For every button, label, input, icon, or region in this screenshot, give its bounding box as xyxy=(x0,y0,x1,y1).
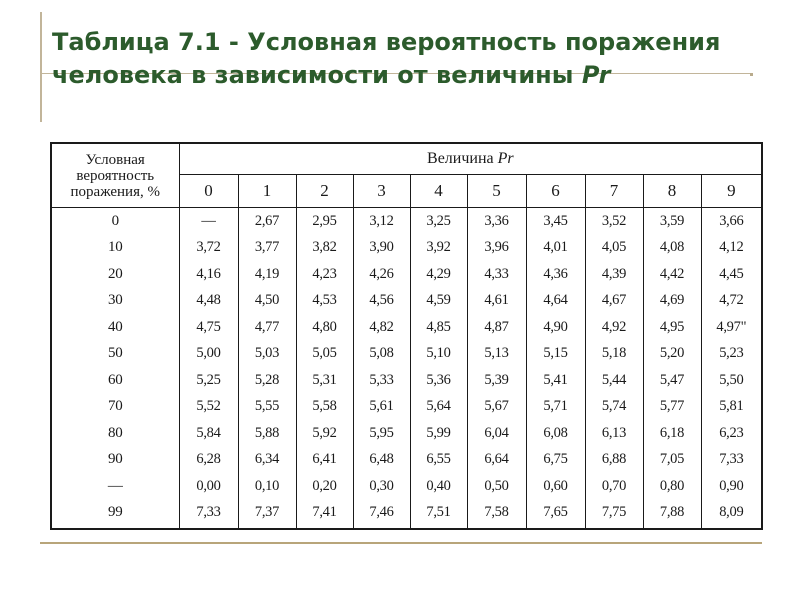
table-cell: 3,96 xyxy=(467,235,526,262)
table-cell: 5,50 xyxy=(701,367,762,394)
table-cell: 5,88 xyxy=(238,420,296,447)
table-cell: 4,75 xyxy=(179,314,238,341)
table-cell: 4,95 xyxy=(643,314,701,341)
table-cell: 4,16 xyxy=(179,261,238,288)
table-cell: 6,28 xyxy=(179,447,238,474)
table-cell: 6,23 xyxy=(701,420,762,447)
table-cell: 4,50 xyxy=(238,288,296,315)
slide-title xyxy=(52,26,752,92)
table-cell: 7,75 xyxy=(585,500,643,530)
table-cell: 4,12 xyxy=(701,235,762,262)
table-cell: 4,69 xyxy=(643,288,701,315)
table-cell: 4,36 xyxy=(526,261,585,288)
table-cell: 3,36 xyxy=(467,208,526,235)
column-header: 1 xyxy=(238,175,296,208)
table-cell: 5,47 xyxy=(643,367,701,394)
table-row xyxy=(51,288,762,315)
table-cell: 0,10 xyxy=(238,473,296,500)
table-row xyxy=(51,261,762,288)
table-cell: 5,84 xyxy=(179,420,238,447)
table-cell: 4,64 xyxy=(526,288,585,315)
table-cell: 8,09 xyxy=(701,500,762,530)
table-cell: 4,90 xyxy=(526,314,585,341)
table-cell: 5,77 xyxy=(643,394,701,421)
table-cell: 3,59 xyxy=(643,208,701,235)
frame-bottom-line xyxy=(40,542,762,544)
table-cell: 7,58 xyxy=(467,500,526,530)
table-cell: 4,05 xyxy=(585,235,643,262)
row-label: 90 xyxy=(51,447,179,474)
table-cell: 6,48 xyxy=(353,447,410,474)
table-row xyxy=(51,367,762,394)
column-group-label: Величина xyxy=(427,150,494,167)
table-cell: 3,52 xyxy=(585,208,643,235)
table-cell: 4,97" xyxy=(701,314,762,341)
frame-vertical-line xyxy=(40,12,42,122)
table-cell: 3,90 xyxy=(353,235,410,262)
row-label: 0 xyxy=(51,208,179,235)
table-cell: 3,72 xyxy=(179,235,238,262)
table-cell: 5,25 xyxy=(179,367,238,394)
table-cell: 6,04 xyxy=(467,420,526,447)
table-cell: 4,82 xyxy=(353,314,410,341)
table-cell: 0,40 xyxy=(410,473,467,500)
table-row xyxy=(51,394,762,421)
table-row xyxy=(51,314,762,341)
table-cell: 0,80 xyxy=(643,473,701,500)
row-label: 60 xyxy=(51,367,179,394)
table-cell: 3,25 xyxy=(410,208,467,235)
table-row xyxy=(51,447,762,474)
table-cell: 5,13 xyxy=(467,341,526,368)
column-group-header xyxy=(179,143,762,175)
table-cell: 6,18 xyxy=(643,420,701,447)
table-row xyxy=(51,235,762,262)
table-cell: 3,77 xyxy=(238,235,296,262)
table-cell: 5,44 xyxy=(585,367,643,394)
table-cell: 5,23 xyxy=(701,341,762,368)
table-cell: 5,18 xyxy=(585,341,643,368)
table-cell: 5,00 xyxy=(179,341,238,368)
table-cell: 4,61 xyxy=(467,288,526,315)
slide-title-text: Таблица 7.1 - Условная вероятность поражения человека в зависимости от величины xyxy=(52,28,721,89)
column-header: 9 xyxy=(701,175,762,208)
row-label: 80 xyxy=(51,420,179,447)
table-cell: 3,12 xyxy=(353,208,410,235)
row-label: 70 xyxy=(51,394,179,421)
table-cell: 4,87 xyxy=(467,314,526,341)
table-cell: 0,30 xyxy=(353,473,410,500)
table-cell: 4,67 xyxy=(585,288,643,315)
table-cell: 5,61 xyxy=(353,394,410,421)
table-row xyxy=(51,473,762,500)
table-cell: 6,13 xyxy=(585,420,643,447)
table-cell: 7,05 xyxy=(643,447,701,474)
column-header: 8 xyxy=(643,175,701,208)
table-cell: 6,08 xyxy=(526,420,585,447)
table-cell: 7,41 xyxy=(296,500,353,530)
table-cell: 2,67 xyxy=(238,208,296,235)
table-cell: — xyxy=(179,208,238,235)
slide-title-symbol: Pr xyxy=(581,61,611,89)
table-cell: 4,01 xyxy=(526,235,585,262)
table-cell: 4,85 xyxy=(410,314,467,341)
table-cell: 3,82 xyxy=(296,235,353,262)
column-header: 7 xyxy=(585,175,643,208)
table-cell: 5,74 xyxy=(585,394,643,421)
table-cell: 4,23 xyxy=(296,261,353,288)
column-header: 3 xyxy=(353,175,410,208)
table-cell: 5,20 xyxy=(643,341,701,368)
column-header: 6 xyxy=(526,175,585,208)
table-cell: 0,70 xyxy=(585,473,643,500)
row-label: 40 xyxy=(51,314,179,341)
table-cell: 4,56 xyxy=(353,288,410,315)
table-cell: 0,00 xyxy=(179,473,238,500)
table-cell: 5,28 xyxy=(238,367,296,394)
table-cell: 5,10 xyxy=(410,341,467,368)
table-row xyxy=(51,500,762,530)
table-cell: 4,39 xyxy=(585,261,643,288)
table-cell: 5,99 xyxy=(410,420,467,447)
column-header: 4 xyxy=(410,175,467,208)
table-row xyxy=(51,208,762,235)
table-cell: 5,58 xyxy=(296,394,353,421)
table-body xyxy=(51,208,762,530)
table-cell: 7,46 xyxy=(353,500,410,530)
table-cell: 7,51 xyxy=(410,500,467,530)
table-cell: 6,41 xyxy=(296,447,353,474)
table-cell: 2,95 xyxy=(296,208,353,235)
table-cell: 4,08 xyxy=(643,235,701,262)
table-cell: 5,03 xyxy=(238,341,296,368)
table-row xyxy=(51,420,762,447)
row-label: — xyxy=(51,473,179,500)
table-cell: 6,34 xyxy=(238,447,296,474)
table-cell: 4,59 xyxy=(410,288,467,315)
table-cell: 4,45 xyxy=(701,261,762,288)
table-cell: 7,37 xyxy=(238,500,296,530)
table-cell: 4,29 xyxy=(410,261,467,288)
table-cell: 4,72 xyxy=(701,288,762,315)
table-cell: 5,67 xyxy=(467,394,526,421)
table-cell: 4,80 xyxy=(296,314,353,341)
table-cell: 4,53 xyxy=(296,288,353,315)
table-cell: 0,50 xyxy=(467,473,526,500)
table-cell: 6,88 xyxy=(585,447,643,474)
table-cell: 5,36 xyxy=(410,367,467,394)
table-cell: 5,52 xyxy=(179,394,238,421)
table-cell: 0,20 xyxy=(296,473,353,500)
table-cell: 0,60 xyxy=(526,473,585,500)
table-cell: 7,88 xyxy=(643,500,701,530)
row-label: 10 xyxy=(51,235,179,262)
table-cell: 4,19 xyxy=(238,261,296,288)
table-cell: 5,33 xyxy=(353,367,410,394)
table-cell: 4,33 xyxy=(467,261,526,288)
table-cell: 5,31 xyxy=(296,367,353,394)
probability-table-container xyxy=(50,142,761,528)
table-cell: 5,95 xyxy=(353,420,410,447)
table-cell: 4,48 xyxy=(179,288,238,315)
table-cell: 5,55 xyxy=(238,394,296,421)
table-cell: 3,45 xyxy=(526,208,585,235)
table-cell: 5,81 xyxy=(701,394,762,421)
table-cell: 5,15 xyxy=(526,341,585,368)
table-cell: 6,55 xyxy=(410,447,467,474)
column-header: 0 xyxy=(179,175,238,208)
table-cell: 5,41 xyxy=(526,367,585,394)
table-cell: 4,92 xyxy=(585,314,643,341)
table-cell: 3,92 xyxy=(410,235,467,262)
column-group-symbol: Pr xyxy=(497,150,514,167)
table-cell: 6,64 xyxy=(467,447,526,474)
table-cell: 3,66 xyxy=(701,208,762,235)
table-cell: 5,08 xyxy=(353,341,410,368)
table-cell: 6,75 xyxy=(526,447,585,474)
row-label: 20 xyxy=(51,261,179,288)
column-header: 2 xyxy=(296,175,353,208)
row-label: 99 xyxy=(51,500,179,530)
table-cell: 7,33 xyxy=(701,447,762,474)
table-row xyxy=(51,341,762,368)
table-cell: 5,39 xyxy=(467,367,526,394)
probability-table xyxy=(50,142,763,530)
table-cell: 4,42 xyxy=(643,261,701,288)
table-cell: 5,05 xyxy=(296,341,353,368)
table-cell: 5,71 xyxy=(526,394,585,421)
table-cell: 5,92 xyxy=(296,420,353,447)
table-cell: 0,90 xyxy=(701,473,762,500)
table-cell: 7,65 xyxy=(526,500,585,530)
row-label: 50 xyxy=(51,341,179,368)
row-label: 30 xyxy=(51,288,179,315)
table-cell: 5,64 xyxy=(410,394,467,421)
table-cell: 4,26 xyxy=(353,261,410,288)
table-cell: 7,33 xyxy=(179,500,238,530)
table-cell: 4,77 xyxy=(238,314,296,341)
table-header-row-group xyxy=(51,143,762,175)
row-header-label: Условная вероятность поражения, % xyxy=(51,143,179,208)
column-header: 5 xyxy=(467,175,526,208)
